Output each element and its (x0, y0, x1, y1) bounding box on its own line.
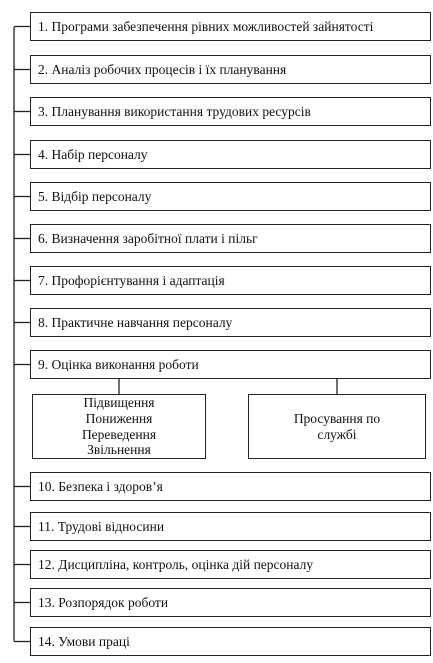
right-branch-line: Просування по (293, 410, 381, 426)
left-branch-line: Переведення (81, 426, 157, 442)
step-box-5 (30, 182, 431, 211)
step-box-14 (30, 627, 431, 656)
step-label: 12. Дисципліна, контроль, оцінка дій персоналу (38, 556, 314, 572)
step-label: 13. Розпорядок роботи (38, 594, 169, 610)
left-branch-line: Звільнення (87, 442, 151, 458)
step-box-4 (30, 140, 431, 169)
step-label: 2. Аналіз робочих процесів і їх планування (38, 61, 287, 77)
step-label: 11. Трудові відносини (38, 518, 165, 534)
step-label: 6. Визначення заробітної плати і пільг (38, 230, 258, 246)
step-label: 4. Набір персоналу (38, 146, 148, 162)
step-label: 8. Практичне навчання персоналу (38, 314, 233, 330)
step-box-13 (30, 588, 431, 617)
spine-connectors (14, 27, 30, 642)
step-label: 9. Оцінка виконання роботи (38, 356, 199, 372)
step-box-1 (30, 12, 431, 41)
step-label: 1. Програми забезпечення рівних можливостей зайнятості (38, 18, 374, 34)
step-box-12 (30, 550, 431, 579)
right-branch-box (248, 394, 426, 459)
step-box-7 (30, 266, 431, 295)
step-box-8 (30, 308, 431, 337)
step-label: 3. Планування використання трудових ресурсів (38, 103, 311, 119)
step-label: 5. Відбір персоналу (38, 188, 152, 204)
step-label: 7. Профорієнтування і адаптація (38, 272, 225, 288)
step-box-9 (30, 350, 431, 379)
step-label: 10. Безпека і здоров’я (38, 478, 163, 494)
step-box-11 (30, 512, 431, 541)
right-branch-line: службі (317, 426, 357, 442)
step-box-2 (30, 55, 431, 84)
step-box-10 (30, 472, 431, 501)
step-box-3 (30, 97, 431, 126)
step-box-6 (30, 224, 431, 253)
left-branch-line: Пониження (85, 410, 153, 426)
left-branch-line: Підвищення (83, 395, 155, 411)
left-branch-box (32, 394, 206, 459)
step-label: 14. Умови праці (38, 633, 130, 649)
